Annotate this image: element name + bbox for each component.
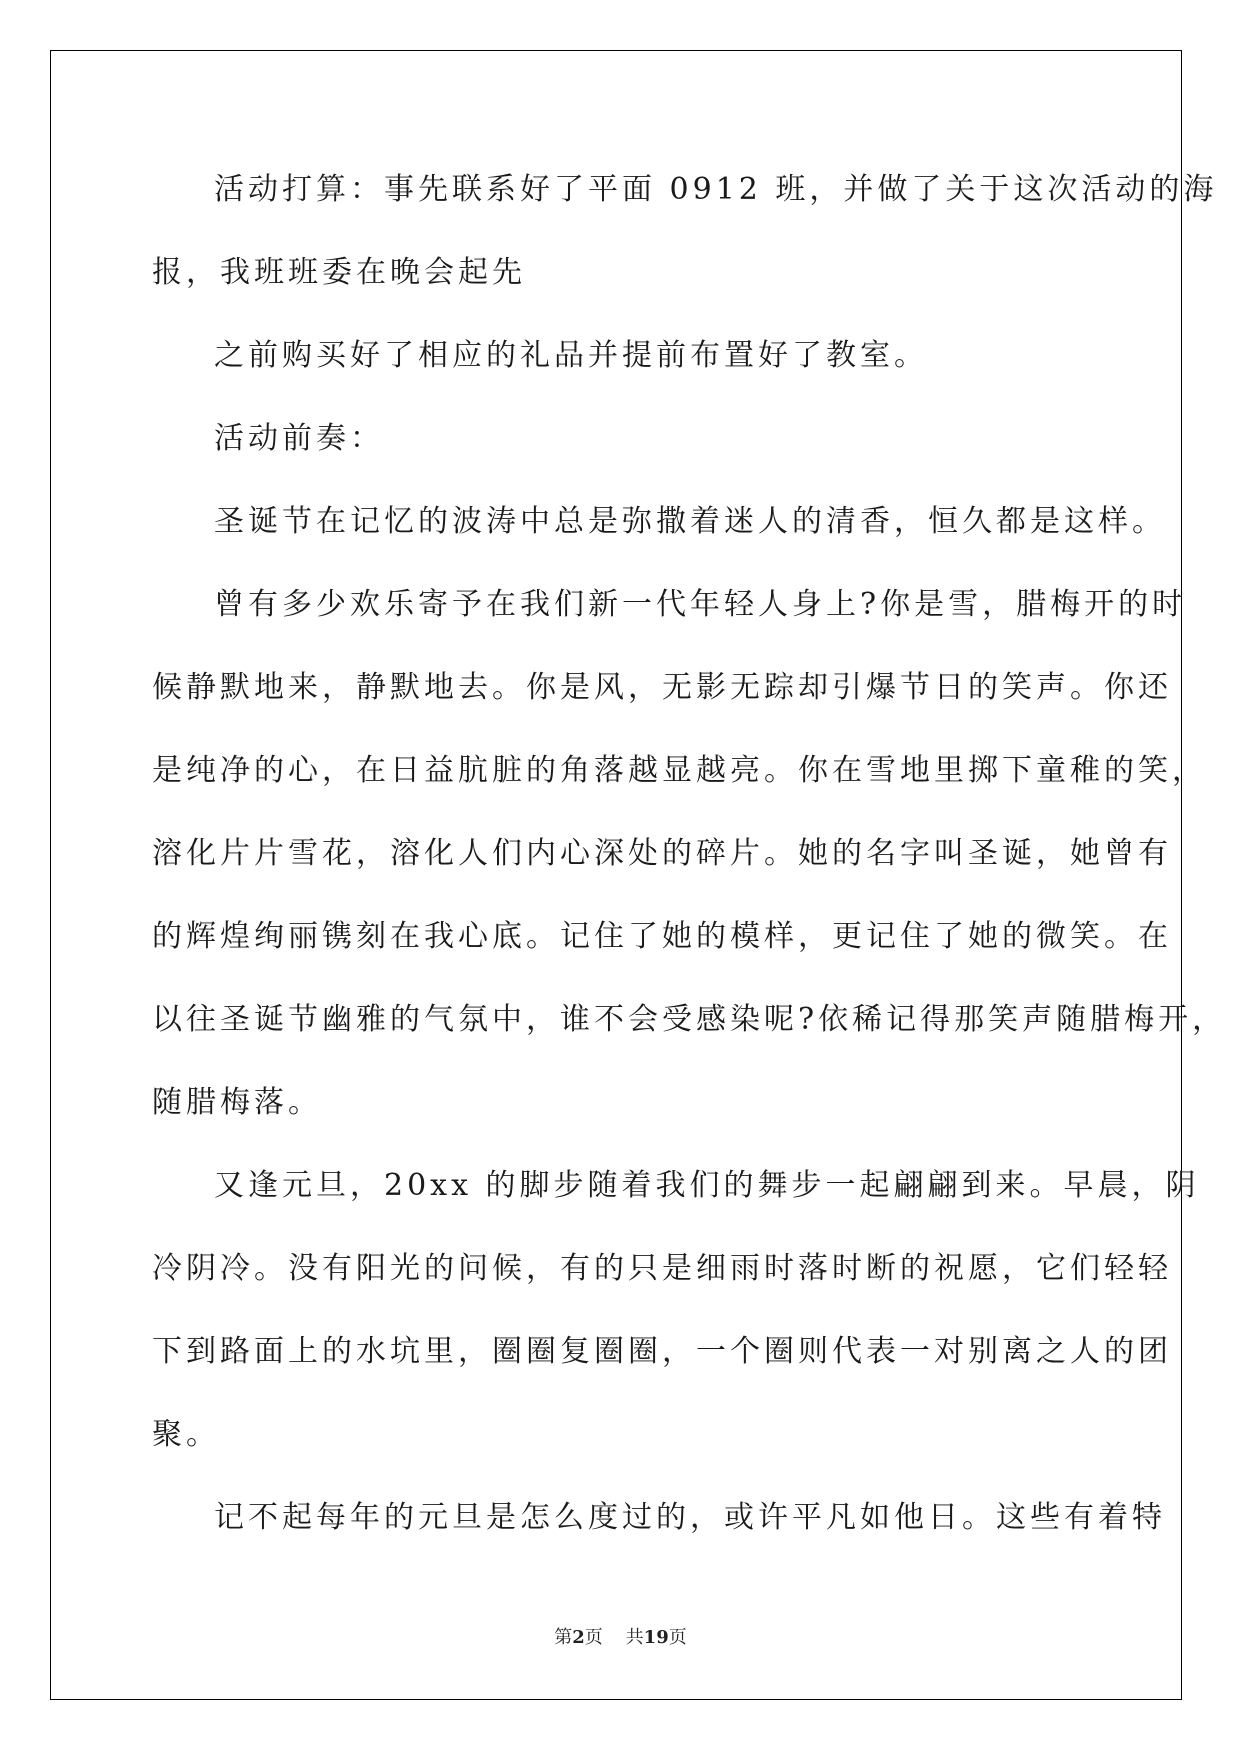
footer-prefix: 第 [554,1627,573,1648]
page-footer [0,1623,1241,1649]
text-line: 活动打算：事先联系好了平面 0912 班，并做了关于这次活动的海 [214,172,1218,207]
text-line: 的辉煌绚丽镌刻在我心底。记住了她的模样，更记住了她的微笑。在 [152,919,1172,954]
document-body [152,160,1227,1571]
footer-page-number: 2 [572,1627,585,1648]
text-line: 随腊梅落。 [152,1085,322,1120]
footer-total-pages: 19 [643,1627,669,1648]
text-line: 记不起每年的元旦是怎么度过的，或许平凡如他日。这些有着特 [214,1500,1166,1535]
text-line: 圣诞节在记忆的波涛中总是弥撒着迷人的清香，恒久都是这样。 [214,504,1166,539]
footer-page-suffix: 页 [584,1627,603,1648]
text-line: 候静默地来，静默地去。你是风，无影无踪却引爆节日的笑声。你还 [152,670,1172,705]
footer-total-suffix: 页 [668,1627,687,1648]
text-line: 下到路面上的水坑里，圈圈复圈圈，一个圈则代表一对别离之人的团 [152,1334,1172,1369]
text-line: 又逢元旦，20xx 的脚步随着我们的舞步一起翩翩到来。早晨，阴 [214,1168,1200,1203]
text-line: 之前购买好了相应的礼品并提前布置好了教室。 [214,338,928,373]
text-line: 是纯净的心，在日益肮脏的角落越显越亮。你在雪地里掷下童稚的笑， [152,753,1206,788]
text-line: 以往圣诞节幽雅的气氛中，谁不会受感染呢?依稀记得那笑声随腊梅开， [152,1002,1227,1037]
text-line: 冷阴冷。没有阳光的问候，有的只是细雨时落时断的祝愿，它们轻轻 [152,1251,1172,1286]
text-line: 聚。 [152,1417,220,1452]
text-line: 曾有多少欢乐寄予在我们新一代年轻人身上?你是雪，腊梅开的时 [214,587,1187,622]
text-line: 溶化片片雪花，溶化人们内心深处的碎片。她的名字叫圣诞，她曾有 [152,836,1172,871]
text-line: 报，我班班委在晚会起先 [152,255,526,290]
text-line: 活动前奏： [214,421,384,456]
footer-total-prefix: 共 [625,1627,644,1648]
